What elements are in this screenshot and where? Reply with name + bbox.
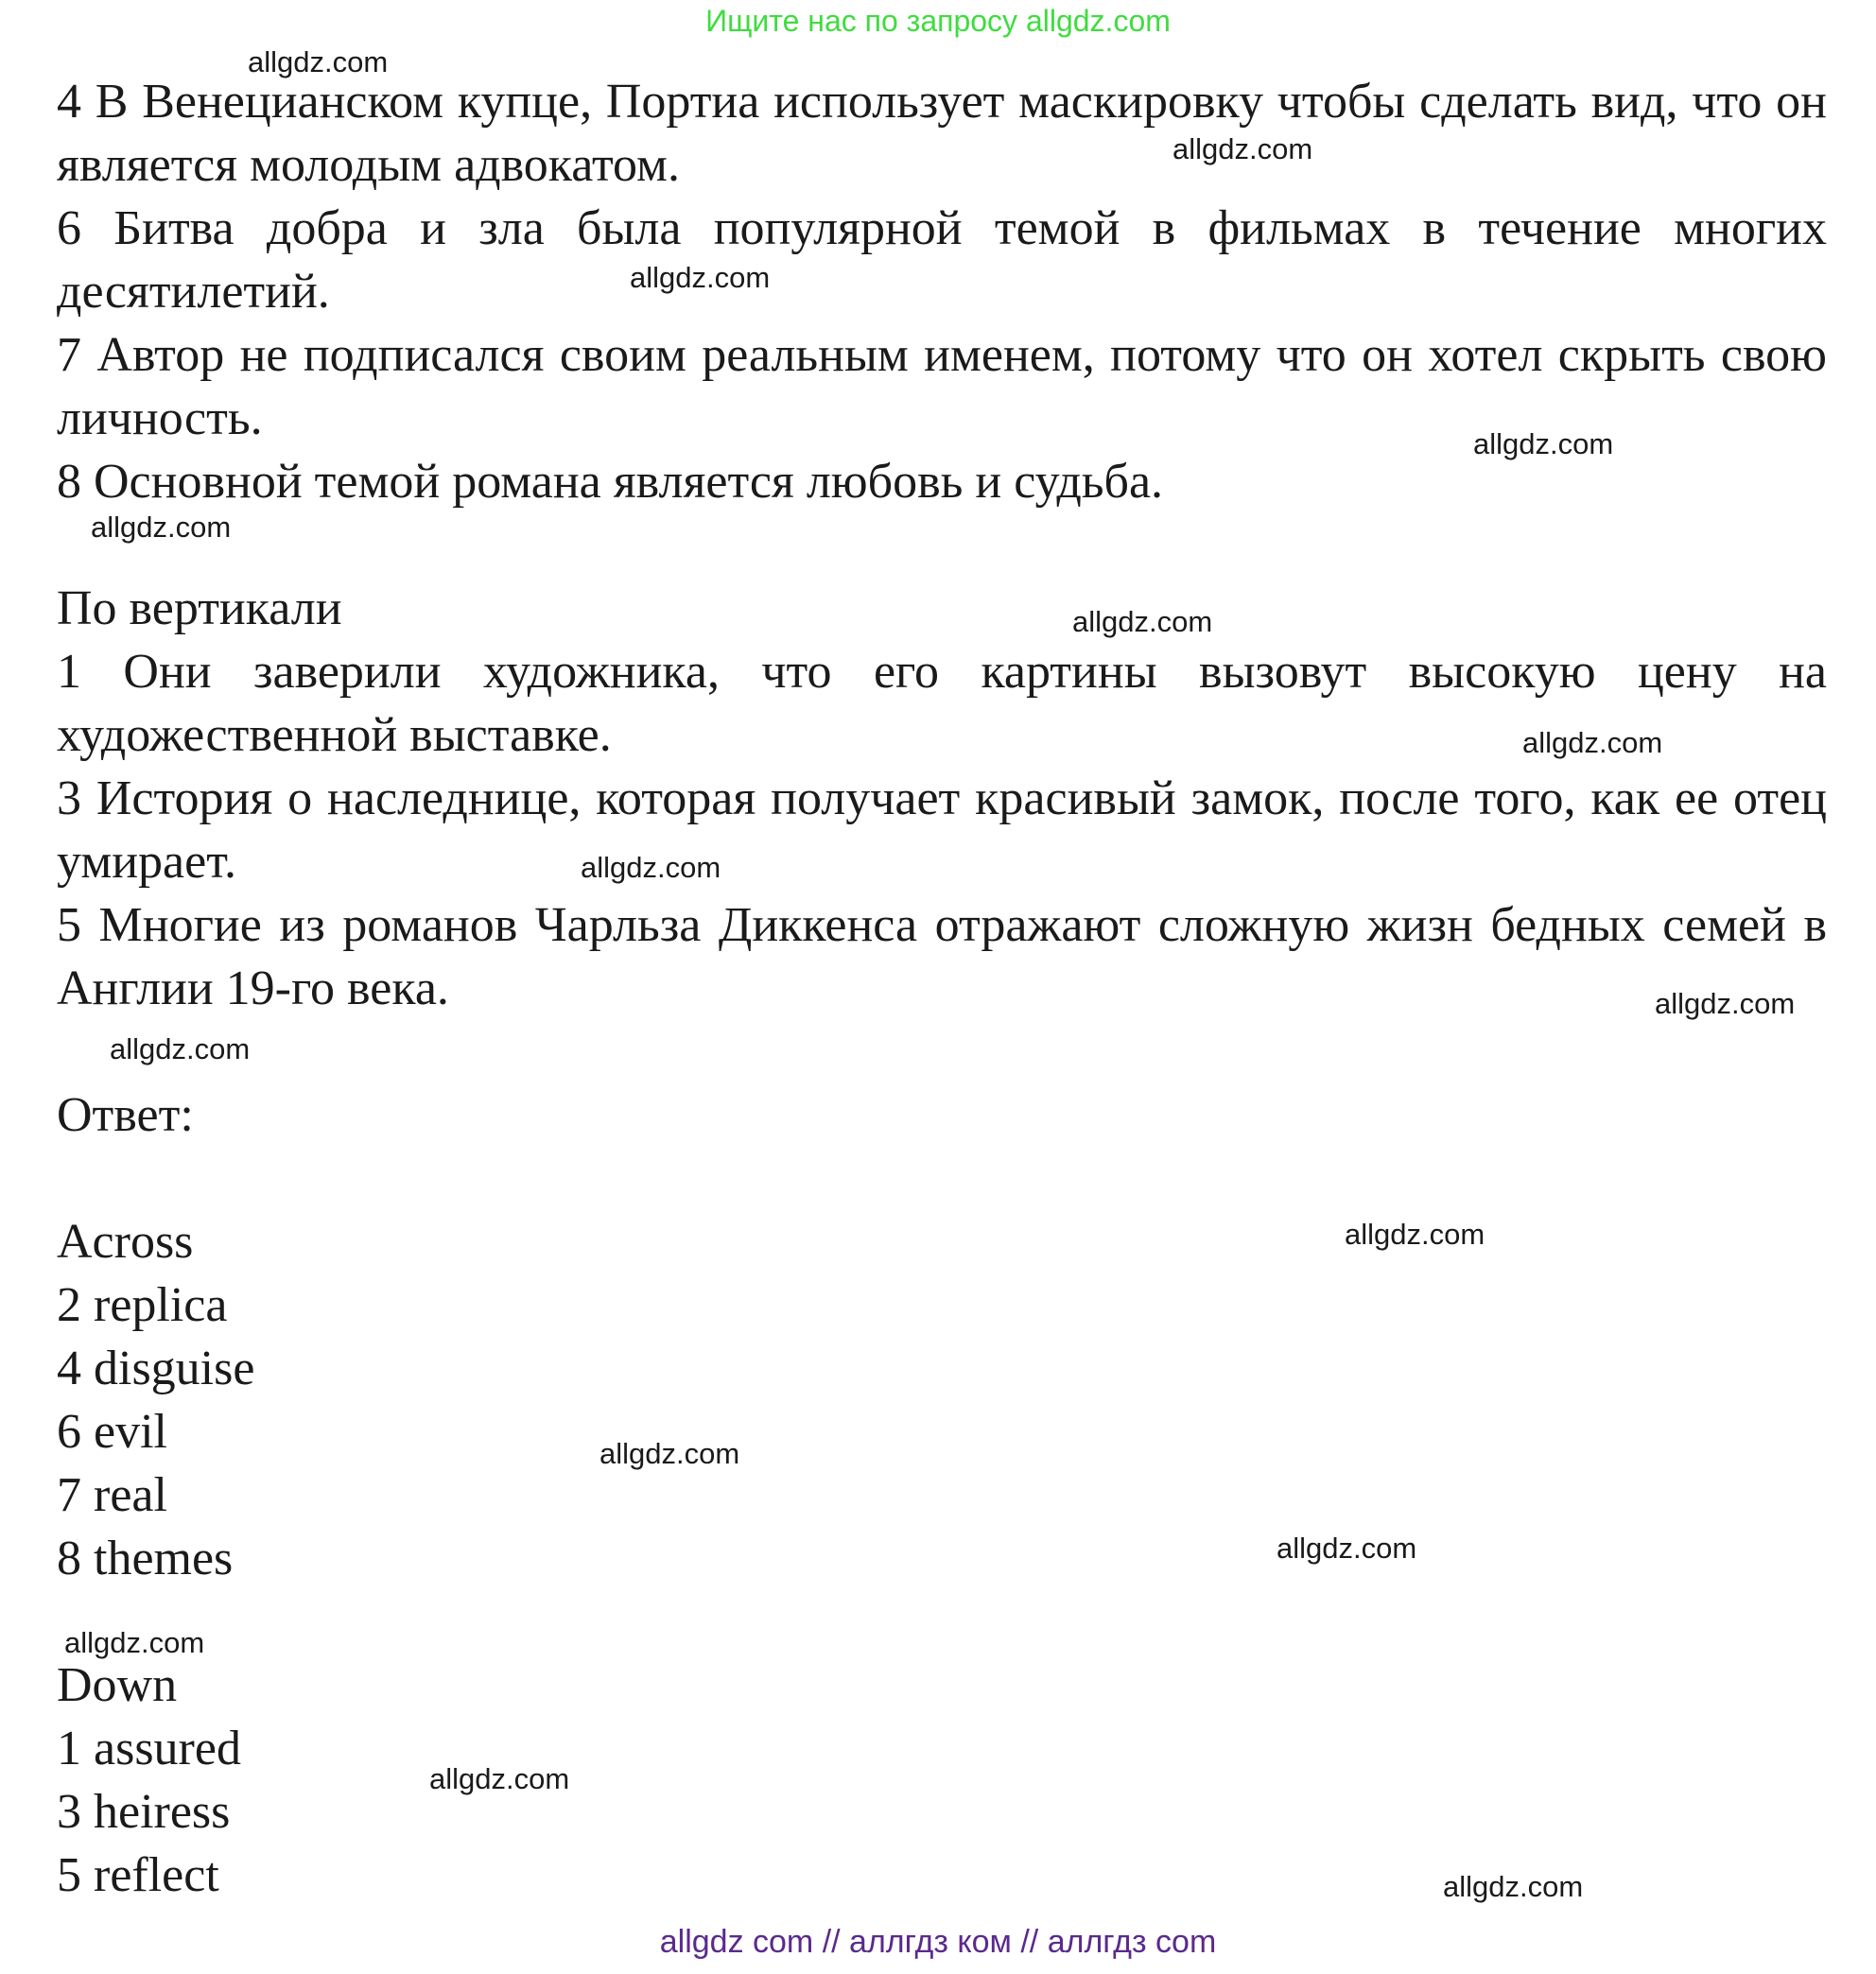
clue-down-1: 1 Они заверили художника, что его картины вызовут высокую цену на художественной выставке. [57, 645, 1827, 762]
watermark: allgdz.com [1345, 1218, 1485, 1251]
watermark: allgdz.com [91, 511, 232, 544]
watermark: allgdz.com [110, 1032, 251, 1065]
watermark: allgdz.com [248, 45, 389, 78]
document-body [57, 70, 1827, 1907]
answer-label: Ответ: [57, 1088, 194, 1142]
watermark: allgdz.com [64, 1626, 205, 1659]
spacer [57, 513, 1827, 577]
answer-across-2: 2 replica [57, 1278, 228, 1332]
watermark: allgdz.com [1522, 726, 1663, 759]
down-heading: По вертикали [57, 581, 342, 635]
clue-across-7: 7 Автор не подписался своим реальным именем, потому что он хотел скрыть свою личность. [57, 328, 1827, 445]
watermark: allgdz.com [1277, 1532, 1417, 1565]
spacer [57, 1020, 1827, 1083]
answer-down-3: 3 heiress [57, 1785, 231, 1839]
answer-down-5: 5 reflect [57, 1848, 219, 1902]
answers-down-heading: Down [57, 1658, 178, 1712]
clue-across-8: 8 Основной темой романа является любовь и судьба. [57, 455, 1164, 509]
answer-across-6: 6 evil [57, 1405, 167, 1459]
watermark: allgdz.com [630, 261, 771, 294]
watermark: allgdz.com [1473, 427, 1614, 460]
answer-across-7: 7 real [57, 1468, 167, 1522]
clue-across-4: 4 В Венецианском купце, Портиа использует маскировку чтобы сделать вид, что он является молодым адвокатом. [57, 75, 1827, 192]
watermark: allgdz.com [1172, 132, 1313, 165]
answer-across-8: 8 themes [57, 1532, 234, 1585]
watermark: allgdz.com [1443, 1870, 1584, 1903]
watermark: allgdz.com [1072, 605, 1213, 638]
top-banner[interactable]: Ищите нас по запросу allgdz.com [705, 4, 1171, 38]
bottom-banner[interactable]: allgdz com // аллгдз ком // аллгдз com [659, 1924, 1217, 1960]
watermark: allgdz.com [581, 851, 721, 884]
answer-down-1: 1 assured [57, 1722, 241, 1775]
watermark: allgdz.com [1655, 987, 1796, 1020]
answers-across-heading: Across [57, 1215, 194, 1269]
watermark: allgdz.com [429, 1762, 570, 1795]
answer-across-4: 4 disguise [57, 1342, 255, 1395]
clue-across-6: 6 Битва добра и зла была популярной темой в фильмах в течение многих десятилетий. [57, 201, 1827, 319]
watermark: allgdz.com [599, 1437, 740, 1470]
clue-down-3: 3 История о наследнице, которая получает красивый замок, после того, как ее отец умирает. [57, 771, 1827, 889]
spacer [57, 1590, 1827, 1654]
clue-down-5: 5 Многие из романов Чарльза Диккенса отражают сложную жизн бедных семей в Англии 19-го века. [57, 898, 1827, 1015]
spacer [57, 1147, 1827, 1210]
